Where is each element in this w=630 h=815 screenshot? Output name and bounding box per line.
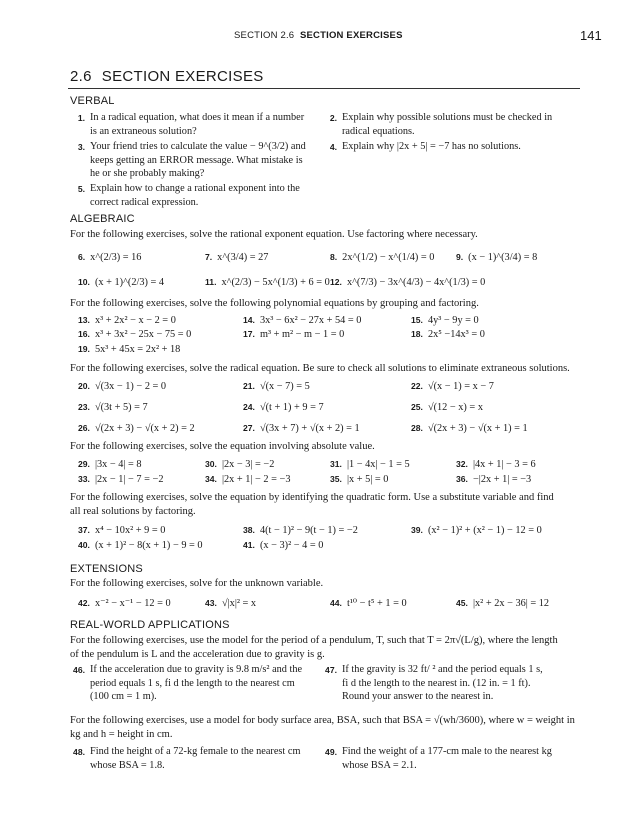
running-header [0, 28, 630, 44]
instruction-quadratic-form-1: For the following exercises, solve the equation by identifying the quadratic form. Use a substitute variable and find [70, 492, 554, 503]
exercise-45: 45. |x² + 2x − 36| = 12 [456, 598, 550, 609]
running-header-section: SECTION 2.6 SECTION EXERCISES [234, 30, 403, 41]
exercise-11: 11. x^(2/3) − 5x^(1/3) + 6 = 0 [205, 277, 330, 288]
exercise-15: 15. 4y³ − 9y = 0 [411, 315, 479, 326]
exercise-40: 40. (x + 1)² − 8(x + 1) − 9 = 0 [78, 540, 203, 551]
exercise-17: 17. m³ + m² − m − 1 = 0 [243, 329, 345, 340]
instruction-bsa-2: kg and h = height in cm. [70, 729, 173, 740]
exercise-16: 16. x³ + 3x² − 25x − 75 = 0 [78, 329, 192, 340]
exercise-32: 32. |4x + 1| − 3 = 6 [456, 459, 536, 470]
instruction-absolute: For the following exercises, solve the equation involving absolute value. [70, 441, 375, 452]
exercise-3: 3. Your friend tries to calculate the value − 9^(3/2) and keeps getting an ERROR message. What mistake is he or she probably making? [77, 141, 306, 179]
exercise-36: 36. −|2x + 1| = −3 [456, 474, 532, 485]
exercise-10: 10. (x + 1)^(2/3) = 4 [78, 277, 165, 288]
instruction-quadratic-form-2: all real solutions by factoring. [70, 506, 196, 517]
exercise-26: 26. √(2x + 3) − √(x + 2) = 2 [78, 423, 195, 434]
exercise-39: 39. (x² − 1)² + (x² − 1) − 12 = 0 [411, 525, 542, 536]
exercise-20: 20. √(3x − 1) − 2 = 0 [78, 381, 167, 392]
exercise-29: 29. |3x − 4| = 8 [78, 459, 142, 470]
exercise-21: 21. √(x − 7) = 5 [243, 381, 310, 392]
exercise-25: 25. √(12 − x) = x [411, 402, 483, 413]
page-number: 141 [580, 28, 602, 43]
exercise-12: 12. x^(7/3) − 3x^(4/3) − 4x^(1/3) = 0 [330, 277, 486, 288]
exercise-8: 8. 2x^(1/2) − x^(1/4) = 0 [330, 252, 435, 263]
exercise-1: 1. In a radical equation, what does it mean if a number is an extraneous solution? [77, 112, 305, 137]
section-title: 2.6 SECTION EXERCISES [70, 68, 264, 85]
exercise-14: 14. 3x³ − 6x² − 27x + 54 = 0 [243, 315, 362, 326]
exercise-18: 18. 2x⁵ −14x³ = 0 [411, 329, 485, 340]
instruction-extensions: For the following exercises, solve for the unknown variable. [70, 578, 324, 589]
exercise-43: 43. √|x|² = x [205, 598, 257, 609]
exercise-5: 5. Explain how to change a rational exponent into the correct radical expression. [77, 183, 300, 208]
exercise-48: 48. Find the height of a 72-kg female to the nearest cm whose BSA = 1.8. [73, 746, 301, 771]
exercise-27: 27. √(3x + 7) + √(x + 2) = 1 [243, 423, 360, 434]
instruction-rational: For the following exercises, solve the rational exponent equation. Use factoring where necessary. [70, 229, 478, 240]
exercise-35: 35. |x + 5| = 0 [330, 474, 389, 485]
instruction-pendulum-2: of the pendulum is L and the acceleration due to gravity is g. [70, 649, 325, 660]
exercise-47: 47. If the gravity is 32 ft/ ² and the period equals 1 s, fi d the length to the nearest in. (12 in. = 1 ft). Round your answer to the nearest in. [325, 664, 543, 702]
exercise-28: 28. √(2x + 3) − √(x + 1) = 1 [411, 423, 528, 434]
exercise-34: 34. |2x + 1| − 2 = −3 [205, 474, 291, 485]
exercise-30: 30. |2x − 3| = −2 [205, 459, 275, 470]
heading-extensions: EXTENSIONS [70, 563, 143, 575]
exercise-31: 31. |1 − 4x| − 1 = 5 [330, 459, 410, 470]
exercise-2: 2. Explain why possible solutions must be checked in radical equations. [329, 112, 553, 137]
instruction-pendulum-1: For the following exercises, use the model for the period of a pendulum, T, such that T = 2π√(L/g), where the length [70, 635, 558, 646]
exercise-33: 33. |2x − 1| − 7 = −2 [78, 474, 164, 485]
exercise-4: 4. Explain why |2x + 5| = −7 has no solutions. [329, 141, 521, 152]
exercise-44: 44. t¹⁰ − t⁵ + 1 = 0 [330, 598, 407, 609]
instruction-polynomial: For the following exercises, solve the following polynomial equations by grouping and factoring. [70, 298, 479, 309]
heading-real-world: REAL-WORLD APPLICATIONS [70, 619, 230, 631]
exercise-7: 7. x^(3/4) = 27 [205, 252, 269, 263]
title-rule [68, 88, 580, 89]
exercise-37: 37. x⁴ − 10x² + 9 = 0 [78, 525, 166, 536]
exercise-42: 42. x⁻² − x⁻¹ − 12 = 0 [78, 598, 171, 609]
heading-verbal: VERBAL [70, 95, 115, 107]
instruction-radical: For the following exercises, solve the radical equation. Be sure to check all solutions to eliminate extraneous solutions. [70, 363, 570, 374]
exercise-24: 24. √(t + 1) + 9 = 7 [243, 402, 324, 413]
exercise-49: 49. Find the weight of a 177-cm male to the nearest kg whose BSA = 2.1. [325, 746, 552, 771]
instruction-bsa-1: For the following exercises, use a model for body surface area, BSA, such that BSA = √(wh/3600), where w = weight in [70, 715, 575, 726]
exercise-23: 23. √(3t + 5) = 7 [78, 402, 148, 413]
exercise-9: 9. (x − 1)^(3/4) = 8 [456, 252, 538, 263]
exercise-6: 6. x^(2/3) = 16 [78, 252, 142, 263]
exercise-22: 22. √(x − 1) = x − 7 [411, 381, 494, 392]
exercise-46: 46. If the acceleration due to gravity is 9.8 m/s² and the period equals 1 s, fi d the length to the nearest cm (100 cm = 1 m). [73, 664, 303, 702]
exercise-13: 13. x³ + 2x² − x − 2 = 0 [78, 315, 176, 326]
exercise-19: 19. 5x³ + 45x = 2x² + 18 [78, 344, 181, 355]
heading-algebraic: ALGEBRAIC [70, 213, 135, 225]
exercise-41: 41. (x − 3)² − 4 = 0 [243, 540, 324, 551]
exercise-38: 38. 4(t − 1)² − 9(t − 1) = −2 [243, 525, 358, 536]
